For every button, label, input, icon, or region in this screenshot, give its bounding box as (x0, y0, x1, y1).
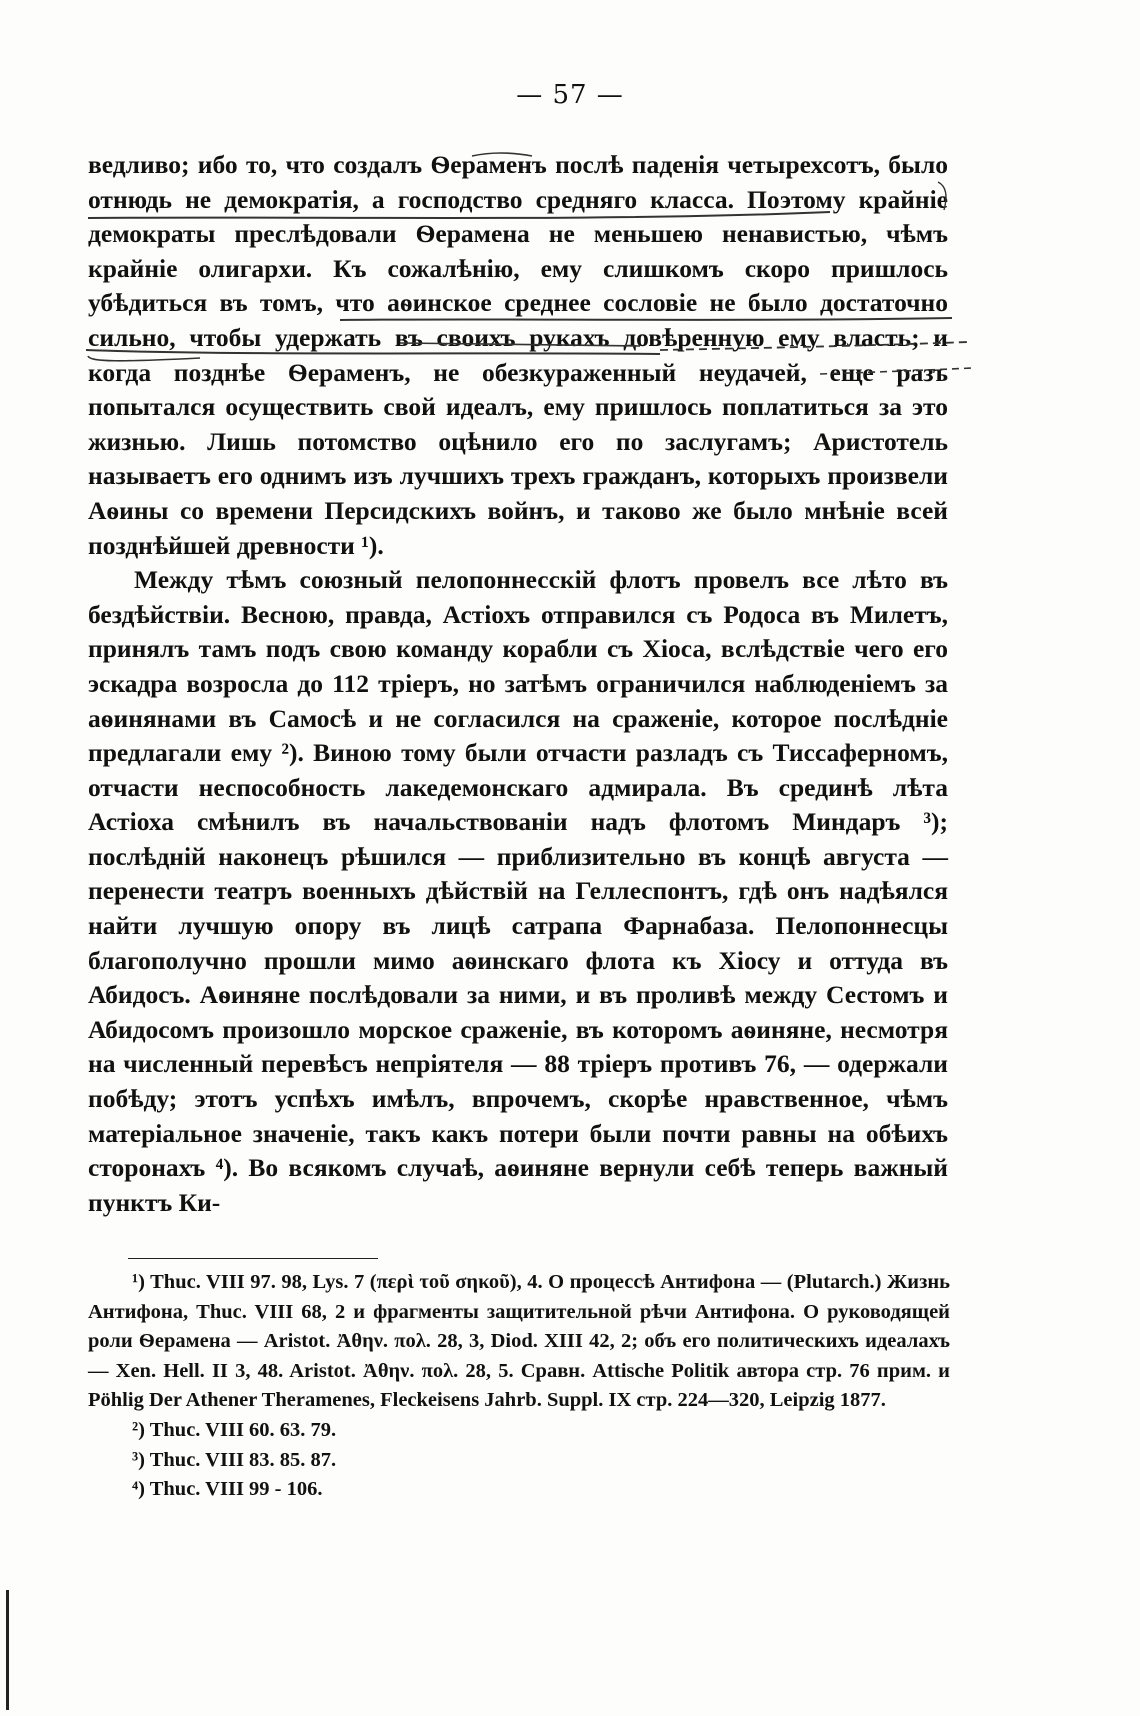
footnote-1: ¹) Thuc. VIII 97. 98, Lys. 7 (περὶ τοῦ σηκοῦ), 4. О процессѣ Антифона — (Plutarch.) Жизнь Антифона, Thuc. VIII 68, 2 и фрагменты защитительной рѣчи Антифона. О руководящей роли Ѳерамена — Aristot. Ἀθην. πολ. 28, 3, Diod. XIII 42, 2; объ его политическихъ идеалахъ — Xen. Hell. II 3, 48. Aristot. Ἀθην. πολ. 28, 5. Сравн. Attische Politik автора стр. 76 прим. и Pöhlig Der Athener Theramenes, Fleckeisens Jahrb. Suppl. IX стр. 224—320, Leipzig 1877. (88, 1271, 950, 1412)
main-text (88, 148, 948, 1220)
page-edge-mark (6, 1590, 9, 1710)
footnote-4: ⁴) Thuc. VIII 99 - 106. (132, 1478, 323, 1501)
page-number: — 57 — (516, 80, 624, 110)
footnote-3: ³) Thuc. VIII 83. 85. 87. (132, 1448, 337, 1471)
paragraph-1: ведливо; ибо то, что создалъ Ѳераменъ послѣ паденія четырехсотъ, было отнюдь не демократія, а господство средняго класса. Поэтому крайніе демократы преслѣдовали Ѳерамена не меньшею ненавистью, чѣмъ крайніе олигархи. Къ сожалѣнію, ему слишкомъ скоро пришлось убѣдиться въ томъ, что аѳинское среднее сословіе не было достаточно сильно, чтобы удержать въ своихъ рукахъ довѣренную ему власть; и когда позднѣе Ѳераменъ, не обезкураженный неудачей, еще разъ попытался осуществить свой идеалъ, ему пришлось поплатиться за это жизнью. Лишь потомство оцѣнило его по заслугамъ; Аристотель называетъ его однимъ изъ лучшихъ трехъ гражданъ, которыхъ произвели Аѳины со времени Персидскихъ войнъ, и таково же было мнѣніе всей позднѣйшей древности ¹). (88, 150, 948, 560)
footnotes (88, 1268, 950, 1505)
footnote-separator (128, 1258, 378, 1259)
footnote-2: ²) Thuc. VIII 60. 63. 79. (132, 1418, 337, 1441)
paragraph-2: Между тѣмъ союзный пелопоннесскій флотъ провелъ все лѣто въ бездѣйствіи. Весною, правда, Астіохъ отправился съ Родоса въ Милетъ, принялъ тамъ подъ свою команду корабли съ Хіоса, вслѣдствіе чего его эскадра возросла до 112 тріеръ, но затѣмъ ограничился наблюденіемъ за аѳинянами въ Самосѣ и не согласился на сраженіе, которое послѣдніе предлагали ему ²). Виною тому были отчасти разладъ съ Тиссаферномъ, отчасти неспособность лакедемонскаго адмирала. Въ срединѣ лѣта Астіоха смѣнилъ въ начальствованіи надъ флотомъ Миндаръ ³); послѣдній наконецъ рѣшился — приблизительно въ концѣ августа — перенести театръ военныхъ дѣйствій на Геллеспонтъ, гдѣ онъ надѣялся найти лучшую опору въ лицѣ сатрапа Фарнабаза. Пелопоннесцы благополучно прошли мимо аѳинскаго флота къ Хіосу и оттуда въ Абидосъ. Аѳиняне послѣдовали за ними, и въ проливѣ между Сестомъ и Абидосомъ произошло морское сраженіе, въ которомъ аѳиняне, несмотря на численный перевѣсъ непріятеля — 88 тріеръ противъ 76, — одержали побѣду; этотъ успѣхъ имѣлъ, впрочемъ, скорѣе нравственное, чѣмъ матеріальное значеніе, такъ какъ потери были почти равны на обѣихъ сторонахъ ⁴). Во всякомъ случаѣ, аѳиняне вернули себѣ теперь важный пунктъ Ки- (88, 565, 948, 1217)
